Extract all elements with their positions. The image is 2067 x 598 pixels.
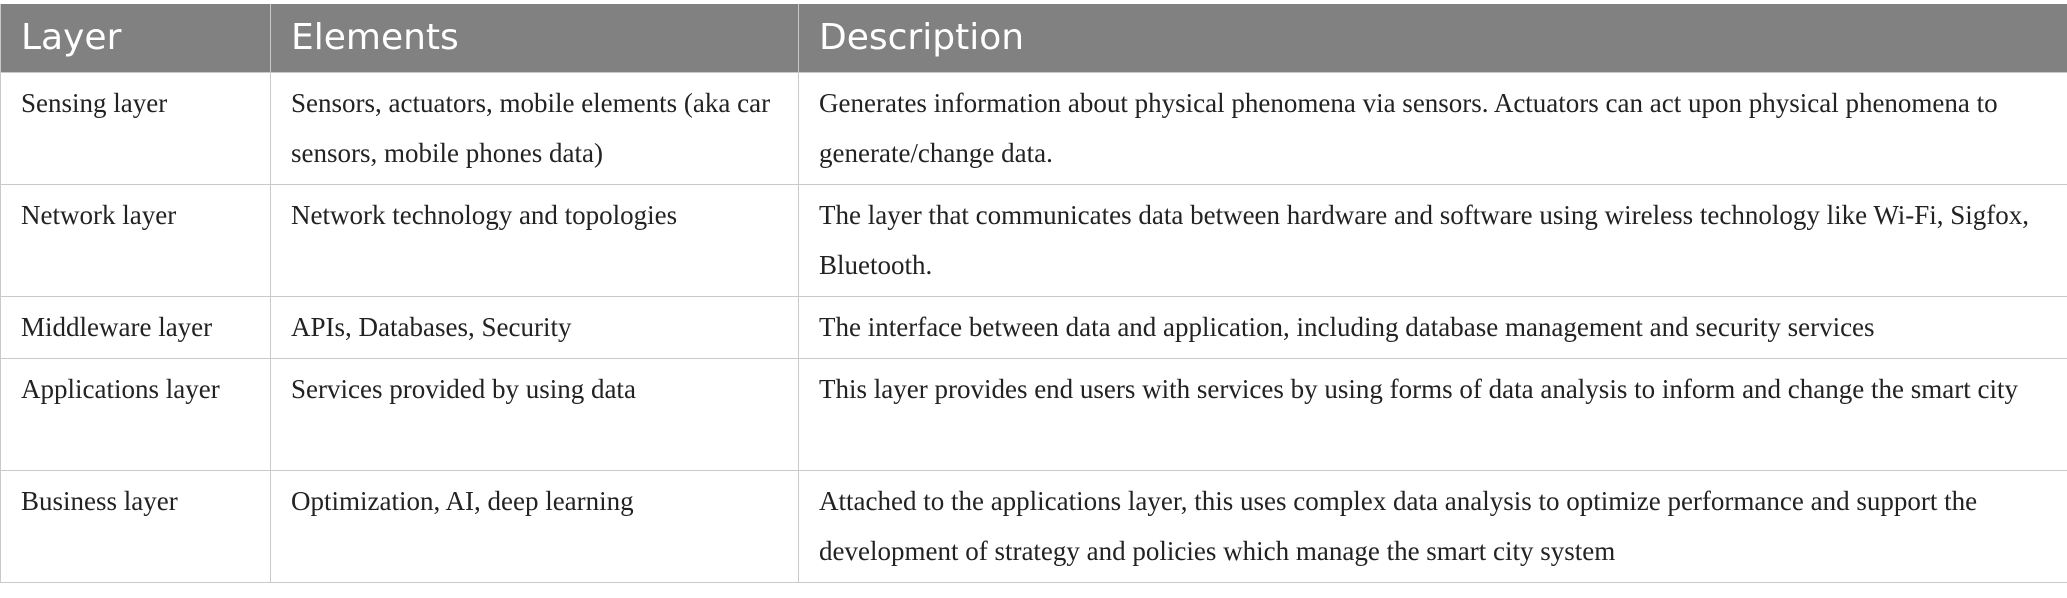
layers-table	[0, 4, 2067, 583]
table-header	[1, 4, 2067, 72]
table-body	[1, 72, 2067, 582]
cell-elements: Services provided by using data	[271, 358, 799, 470]
header-elements: Elements	[271, 4, 799, 72]
header-row	[1, 4, 2067, 72]
cell-description: The interface between data and application, including database management and security services	[799, 296, 2067, 358]
table-row	[1, 470, 2067, 582]
header-description: Description	[799, 4, 2067, 72]
cell-layer: Sensing layer	[1, 72, 271, 184]
cell-layer: Middleware layer	[1, 296, 271, 358]
cell-description: The layer that communicates data between hardware and software using wireless technology like Wi-Fi, Sigfox, Bluetooth.	[799, 184, 2067, 296]
table-row	[1, 296, 2067, 358]
table-row	[1, 358, 2067, 470]
cell-layer: Applications layer	[1, 358, 271, 470]
cell-elements: Optimization, AI, deep learning	[271, 470, 799, 582]
cell-elements: Network technology and topologies	[271, 184, 799, 296]
layers-table-container	[0, 4, 2067, 583]
cell-elements: APIs, Databases, Security	[271, 296, 799, 358]
cell-description: Attached to the applications layer, this uses complex data analysis to optimize performance and support the development of strategy and policies which manage the smart city system	[799, 470, 2067, 582]
cell-description: Generates information about physical phenomena via sensors. Actuators can act upon physical phenomena to generate/change data.	[799, 72, 2067, 184]
header-layer: Layer	[1, 4, 271, 72]
cell-layer: Business layer	[1, 470, 271, 582]
table-row	[1, 184, 2067, 296]
cell-description: This layer provides end users with services by using forms of data analysis to inform and change the smart city	[799, 358, 2067, 470]
table-row	[1, 72, 2067, 184]
cell-elements: Sensors, actuators, mobile elements (aka car sensors, mobile phones data)	[271, 72, 799, 184]
cell-layer: Network layer	[1, 184, 271, 296]
